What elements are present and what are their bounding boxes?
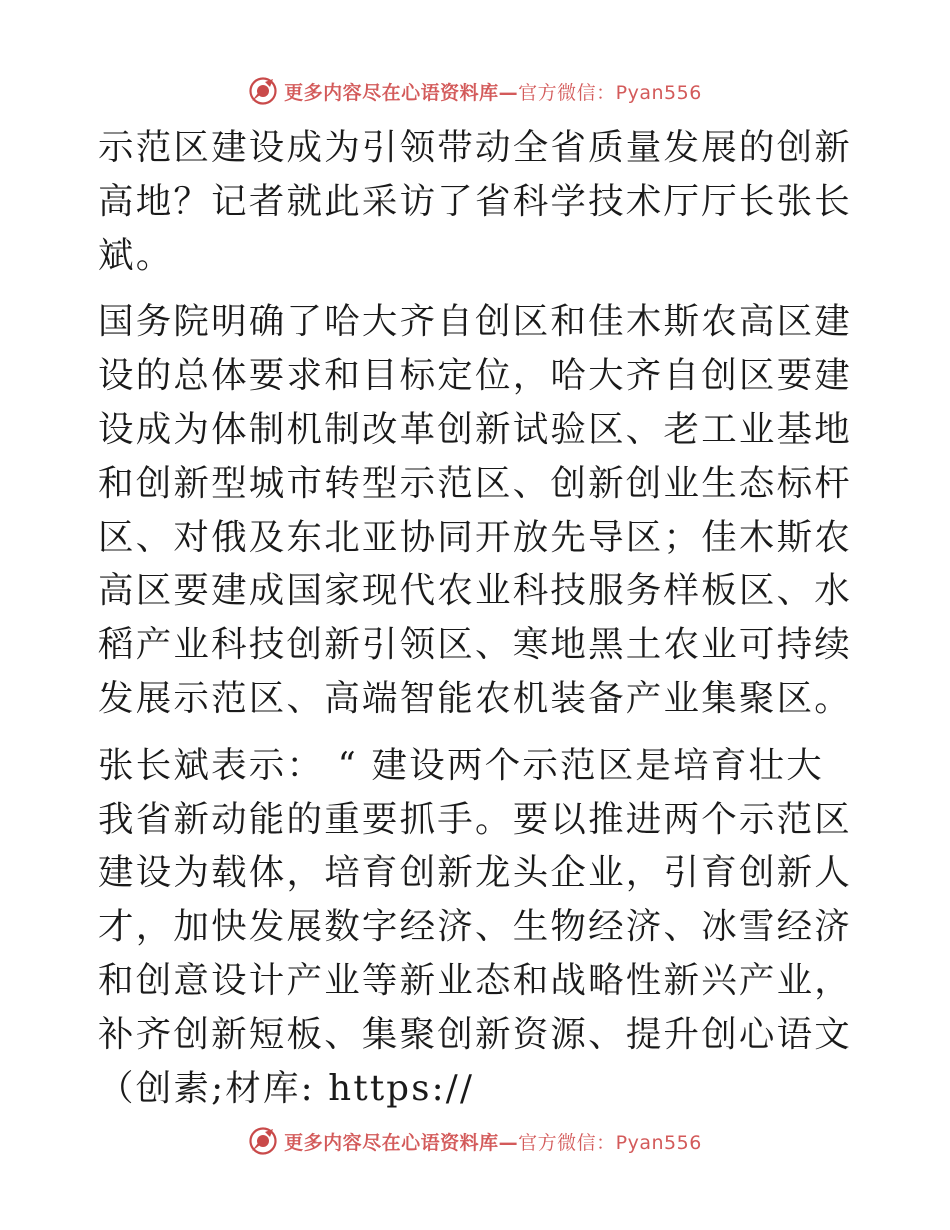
paragraph-state-council: 国务院明确了哈大齐自创区和佳木斯农高区建设的总体要求和目标定位，哈大齐自创区要建设成为体制机制改革创新试验区、老工业基地和创新型城市转型示范区、创新创业生态标杆区、对俄及东北亚协同开放先导区；佳木斯农高区要建成国家现代农业科技服务样板区、水稻产业科技创新引领区、寒地黑土农业可持续发展示范区、高端智能农机装备产业集聚区。 <box>98 301 853 719</box>
paragraph-intro-continuation: 示范区建设成为引领带动全省质量发展的创新高地？记者就此采访了省科学技术厅厅长张长斌。 <box>98 127 853 276</box>
document-body <box>98 121 858 1115</box>
brand-logo-icon <box>248 1126 278 1156</box>
brand-logo-icon <box>248 76 278 106</box>
footer-watermark <box>0 1124 950 1158</box>
watermark-text: 更多内容尽在心语资料库—官方微信：Pyan556 <box>284 81 702 104</box>
header-watermark <box>0 74 950 108</box>
paragraph-quote: 张长斌表示： “ 建设两个示范区是培育壮大我省新动能的重要抓手。要以推进两个示范区建设为载体，培育创新龙头企业，引育创新人才，加快发展数字经济、生物经济、冰雪经济和创意设计产业等新业态和战略性新兴产业，补齐创新短板、集聚创新资源、提升创心语文（创素;材库: https:// <box>98 744 853 1109</box>
watermark-text: 更多内容尽在心语资料库—官方微信：Pyan556 <box>284 1131 702 1154</box>
